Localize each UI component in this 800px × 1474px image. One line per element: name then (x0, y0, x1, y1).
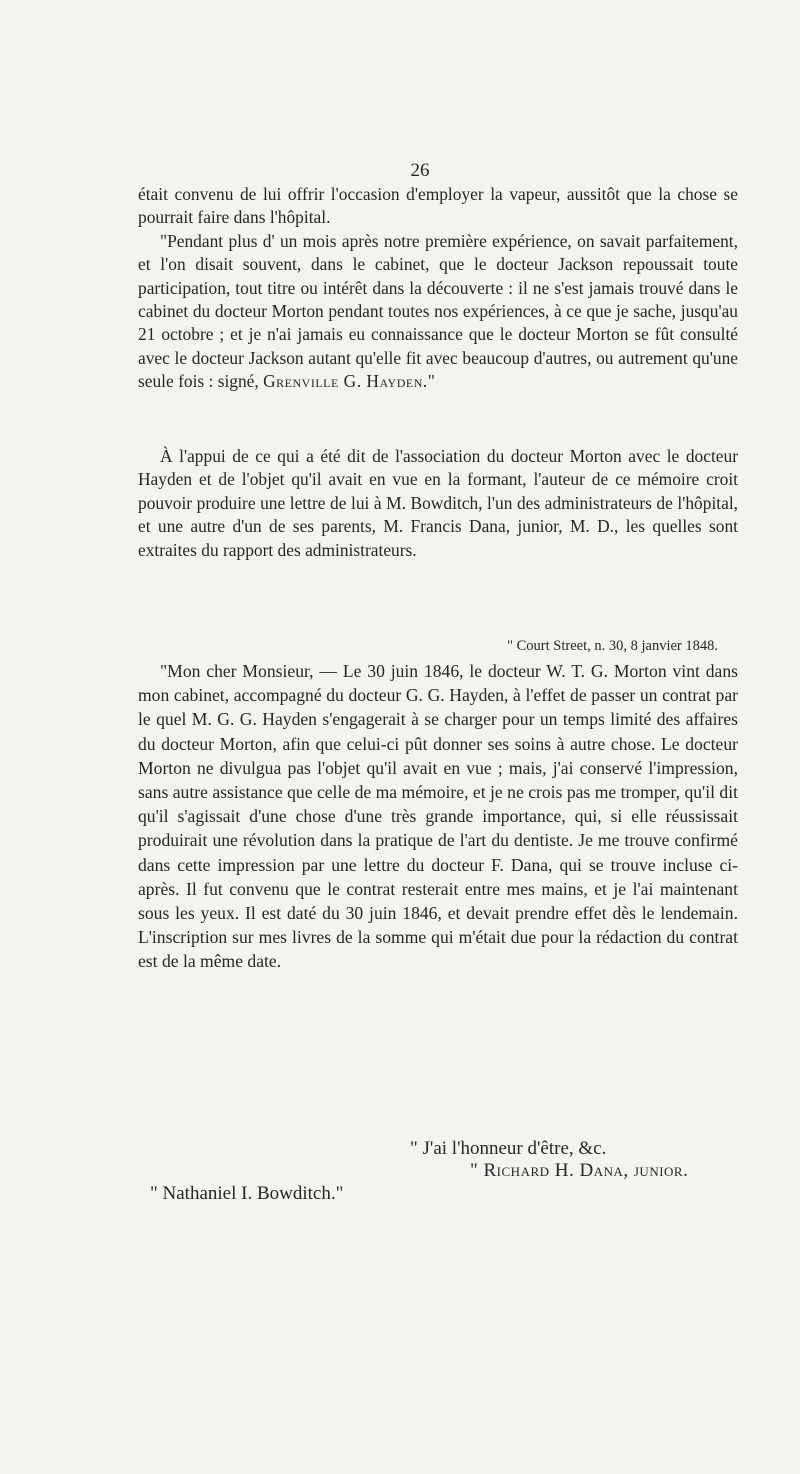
paragraph-1: était convenu de lui offrir l'occasion d'employer la vapeur, aussitôt que la chose se pourrait faire dans l'hôpital. (138, 184, 738, 228)
hayden-testimony-text: "Pendant plus d' un mois après notre première expérience, on savait parfaitement, et l'on disait souvent, dans le cabinet, que le docteur Jackson repoussait toute participation, tout titre ou intérêt dans la découverte : il ne s'est jamais trouvé dans le cabinet du docteur Morton pendant toutes nos expériences, à ce que je sache, jusqu'au 21 octobre ; et je n'ai jamais eu connaissance que le docteur Morton se fût consulté avec le docteur Jackson autant qu'elle fit avec beaucoup d'autres, ou autrement qu'une seule fois : signé, (138, 230, 738, 392)
letter-date-line: " Court Street, n. 30, 8 janvier 1848. (507, 638, 718, 654)
paragraph-3 (138, 445, 738, 562)
paragraph-continuation-and-hayden-testimony (138, 183, 738, 394)
paragraph-2 (138, 230, 738, 394)
letter-closing: " J'ai l'honneur d'être, &c. (410, 1138, 607, 1159)
letter-body-text: "Mon cher Monsieur, — Le 30 juin 1846, le docteur W. T. G. Morton vint dans mon cabinet, accompagné du docteur G. G. Hayden, à l'effet de passer un contrat par le quel M. G. G. Hayden s'engagerait à se charger pour un temps limité des affaires du docteur Morton, afin que celui-ci pût donner ses soins à autre chose. Le docteur Morton ne divulgua pas l'objet qu'il avait en vue ; mais, j'ai conservé l'impression, sans autre assistance que celle de ma mémoire, et je ne crois pas me tromper, qu'il dit qu'il s'agissait d'une chose d'une très grande importance, qui, si elle réussissait produirait une révolution dans la pratique de l'art du dentiste. Je me trouve confirmé dans cette impression par une lettre du docteur F. Dana, qui se trouve incluse ci-après. Il fut convenu que le contrat resterait entre mes mains, et je l'ai maintenant sous les yeux. Il est daté du 30 juin 1846, et devait prendre effet dès le lendemain. L'inscription sur mes livres de la somme qui m'était due pour la rédaction du contrat est de la même date. (138, 661, 738, 972)
letter-addressee: " Nathaniel I. Bowditch." (150, 1183, 344, 1204)
letter-body (138, 659, 738, 974)
paragraph-3-text: À l'appui de ce qui a été dit de l'association du docteur Morton avec le docteur Hayden et de l'objet qu'il avait en vue en la formant, l'auteur de ce mémoire croit pouvoir produire une lettre de lui à M. Bowditch, l'un des administrateurs de l'hôpital, et une autre d'un de ses parents, M. Francis Dana, junior, M. D., les quelles sont extraites du rapport des administrateurs. (138, 446, 738, 560)
hayden-signature: Grenville G. Hayden." (263, 371, 436, 392)
page-number: 26 (410, 160, 430, 181)
letter-signature: " Richard H. Dana, junior. (470, 1160, 689, 1181)
